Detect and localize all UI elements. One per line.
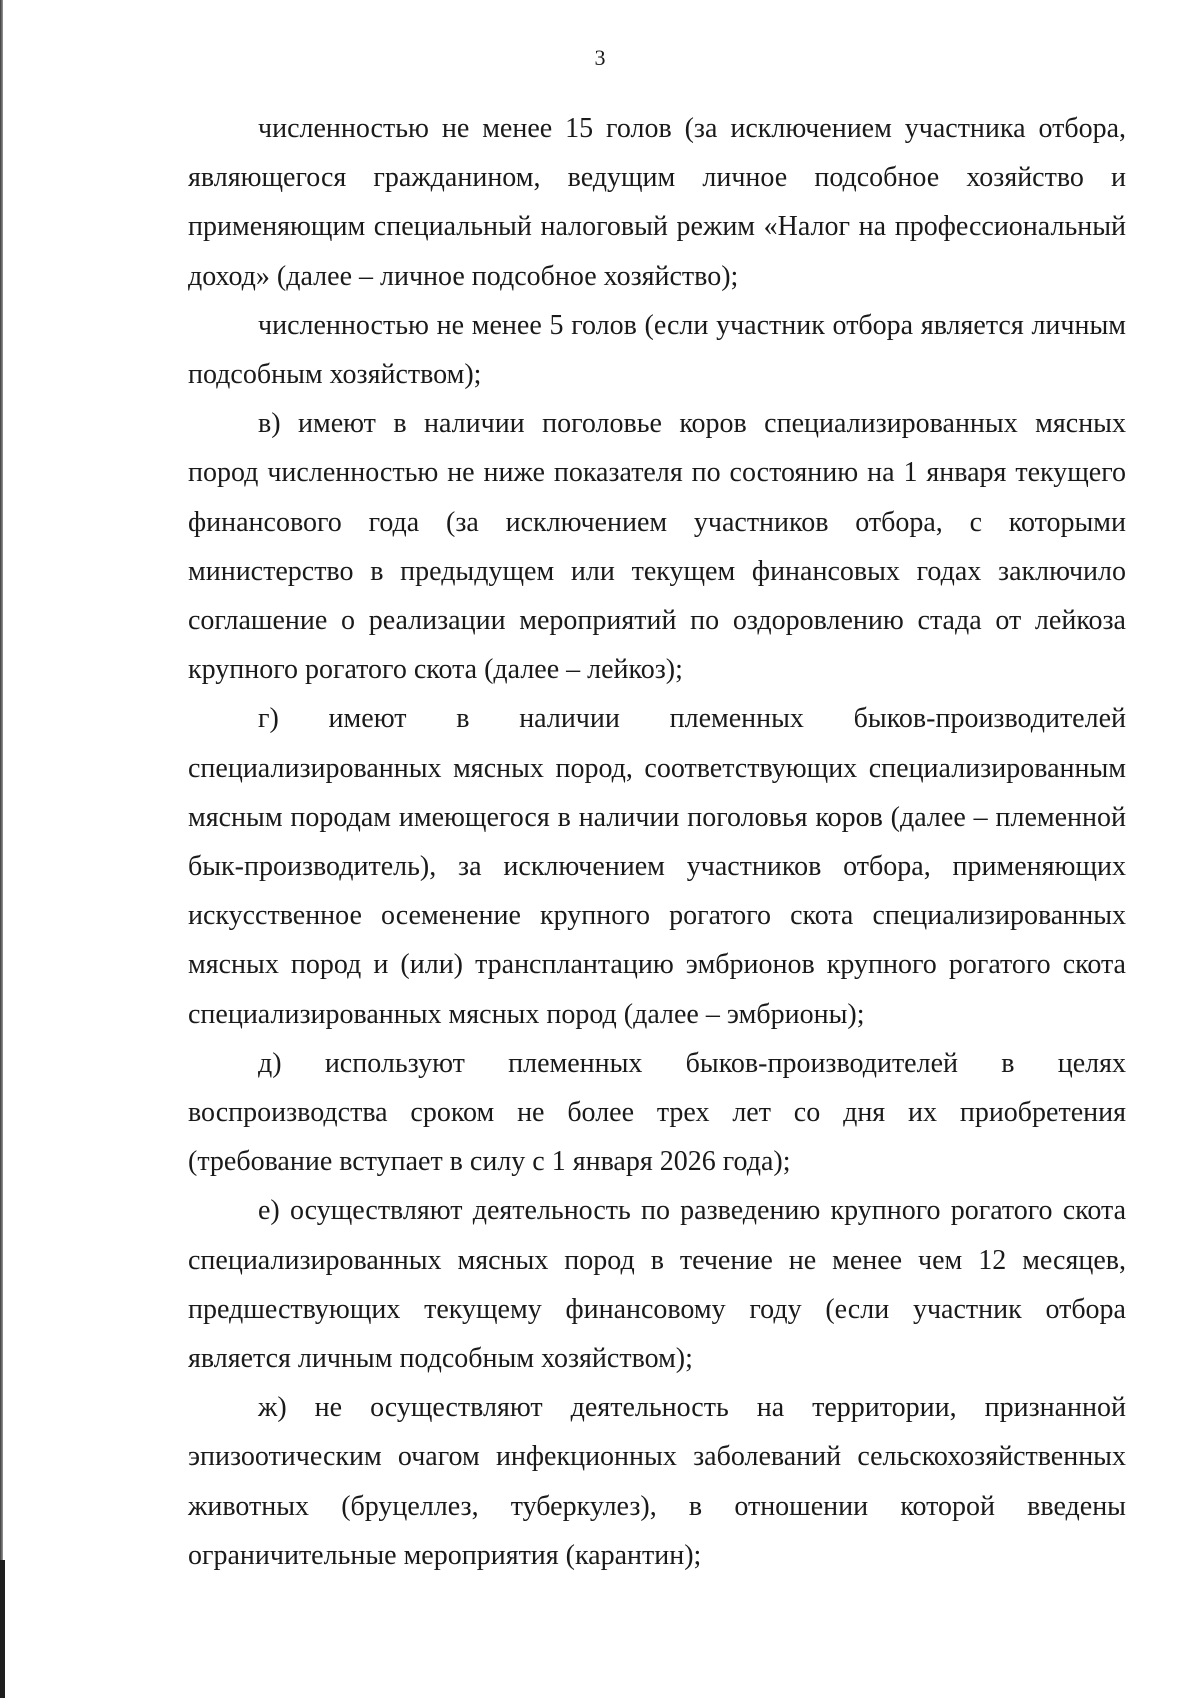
paragraph-item-e: е) осуществляют деятельность по разведению крупного рогатого скота специализированных мясных пород в течение не менее чем 12 месяцев, предшествующих текущему финансовому году (если участник отбора является личным подсобным хозяйством); — [188, 1195, 1126, 1375]
scan-edge-line — [0, 0, 3, 1698]
page-number: 3 — [594, 45, 606, 70]
paragraph-cattle-count-5: численностью не менее 5 голов (если участник отбора является личным подсобным хозяйством); — [188, 309, 1126, 391]
paragraph-item-v: в) имеют в наличии поголовье коров специализированных мясных пород численностью не ниже показателя по состоянию на 1 января текущего финансового года (за исключением участников отбора, с которыми министерство в предыдущем или текущем финансовых годах заключило соглашение о реализации мероприятий по оздоровлению стада от лейкоза крупного рогатого скота (далее – лейкоз); — [188, 408, 1126, 686]
paragraph-item-d: д) используют племенных быков-производителей в целях воспроизводства сроком не более трех лет со дня их приобретения (требование вступает в силу с 1 января 2026 года); — [188, 1047, 1126, 1178]
paragraph-cattle-count-15: численностью не менее 15 голов (за исключением участника отбора, являющегося гражданином, ведущим личное подсобное хозяйство и применяющим специальный налоговый режим «Налог на профессиональный доход» (далее – личное подсобное хозяйство); — [188, 113, 1126, 292]
paragraph-item-zh: ж) не осуществляют деятельность на территории, признанной эпизоотическим очагом инфекционных заболеваний сельскохозяйственных животных (бруцеллез, туберкулез), в отношении которой введены ограничительные мероприятия (карантин); — [188, 1392, 1126, 1571]
body-text — [188, 104, 1126, 1580]
scan-edge-mark — [0, 1560, 5, 1698]
paragraph-item-g: г) имеют в наличии племенных быков-производителей специализированных мясных пород, соответствующих специализированным мясным породам имеющегося в наличии поголовья коров (далее – племенной бык-производитель), за исключением участников отбора, применяющих искусственное осеменение крупного рогатого скота специализированных мясных пород и (или) трансплантацию эмбрионов крупного рогатого скота специализированных мясных пород (далее – эмбрионы); — [188, 703, 1126, 1030]
